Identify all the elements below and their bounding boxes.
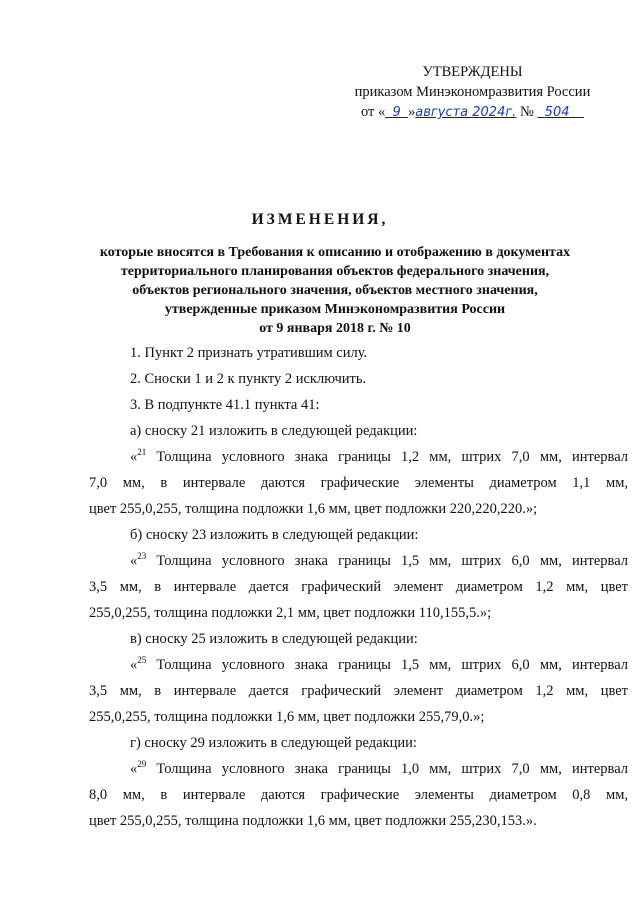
footnote-text-line: «$^{29}$ Толщина условного знака границы 1,0 мм, штрих 7,0 мм, интервал xyxy=(130,759,628,777)
footnote-text-line: 3,5 мм, в интервале дается графический элемент диаметром 1,2 мм, цвет xyxy=(89,579,628,595)
footnote-text-line: 255,0,255, толщина подложки 2,1 мм, цвет подложки 110,155,5.»; xyxy=(89,605,492,621)
subtitle-line: объектов регионального значения, объектов местного значения, xyxy=(132,283,538,298)
footnote-text-line: 7,0 мм, в интервале даются графические элементы диаметром 1,1 мм, xyxy=(89,475,628,491)
subtitle-line: утвержденные приказом Минэкономразвития России xyxy=(164,302,506,317)
approval-order-line: приказом Минэкономразвития России xyxy=(354,84,591,100)
document-subtitle xyxy=(95,243,575,338)
subitem-heading: б) сноску 23 изложить в следующей редакции: xyxy=(130,527,419,543)
subtitle-line: территориального планирования объектов федерального значения, xyxy=(120,264,550,279)
subitem-heading: в) сноску 25 изложить в следующей редакции: xyxy=(130,631,418,647)
footnote-text-line: цвет 255,0,255, толщина подложки 1,6 мм, цвет подложки 220,220,220.»; xyxy=(89,501,538,517)
approval-block xyxy=(330,62,615,123)
subitem-heading: г) сноску 29 изложить в следующей редакции: xyxy=(130,735,417,751)
footnote-text-line: «$^{21}$ Толщина условного знака границы 1,2 мм, штрих 7,0 мм, интервал xyxy=(130,447,628,465)
subtitle-line: от 9 января 2018 г. № 10 xyxy=(259,321,411,336)
approval-title: УТВЕРЖДЕНЫ xyxy=(422,64,523,80)
subtitle-line: которые вносятся в Требования к описанию и отображению в документах xyxy=(99,245,571,260)
document-title: ИЗМЕНЕНИЯ, xyxy=(251,211,389,228)
footnote-text-line: 3,5 мм, в интервале дается графический элемент диаметром 1,2 мм, цвет xyxy=(89,683,628,699)
footnote-text-line: 255,0,255, толщина подложки 1,6 мм, цвет подложки 255,79,0.»; xyxy=(89,709,485,725)
document-body xyxy=(89,340,628,834)
list-item: 3. В подпункте 41.1 пункта 41: xyxy=(130,397,320,413)
footnote-text-line: цвет 255,0,255, толщина подложки 1,6 мм, цвет подложки 255,230,153.». xyxy=(89,813,537,829)
footnote-text-line: «$^{25}$ Толщина условного знака границы 1,5 мм, штрих 6,0 мм, интервал xyxy=(130,655,628,673)
approval-date-line: от « 9 »августа 2024г. № 504 xyxy=(360,104,570,120)
subitem-heading: а) сноску 21 изложить в следующей редакции: xyxy=(130,423,418,439)
handwritten-day: 9 xyxy=(392,105,401,120)
handwritten-number: 504 xyxy=(544,105,570,120)
footnote-text-line: 8,0 мм, в интервале даются графические элементы диаметром 0,8 мм, xyxy=(89,787,628,803)
list-item: 2. Сноски 1 и 2 к пункту 2 исключить. xyxy=(130,371,367,387)
footnote-text-line: «$^{23}$ Толщина условного знака границы 1,5 мм, штрих 6,0 мм, интервал xyxy=(130,551,628,569)
handwritten-month-year: августа 2024г. xyxy=(415,105,517,120)
list-item: 1. Пункт 2 признать утратившим силу. xyxy=(130,345,368,361)
